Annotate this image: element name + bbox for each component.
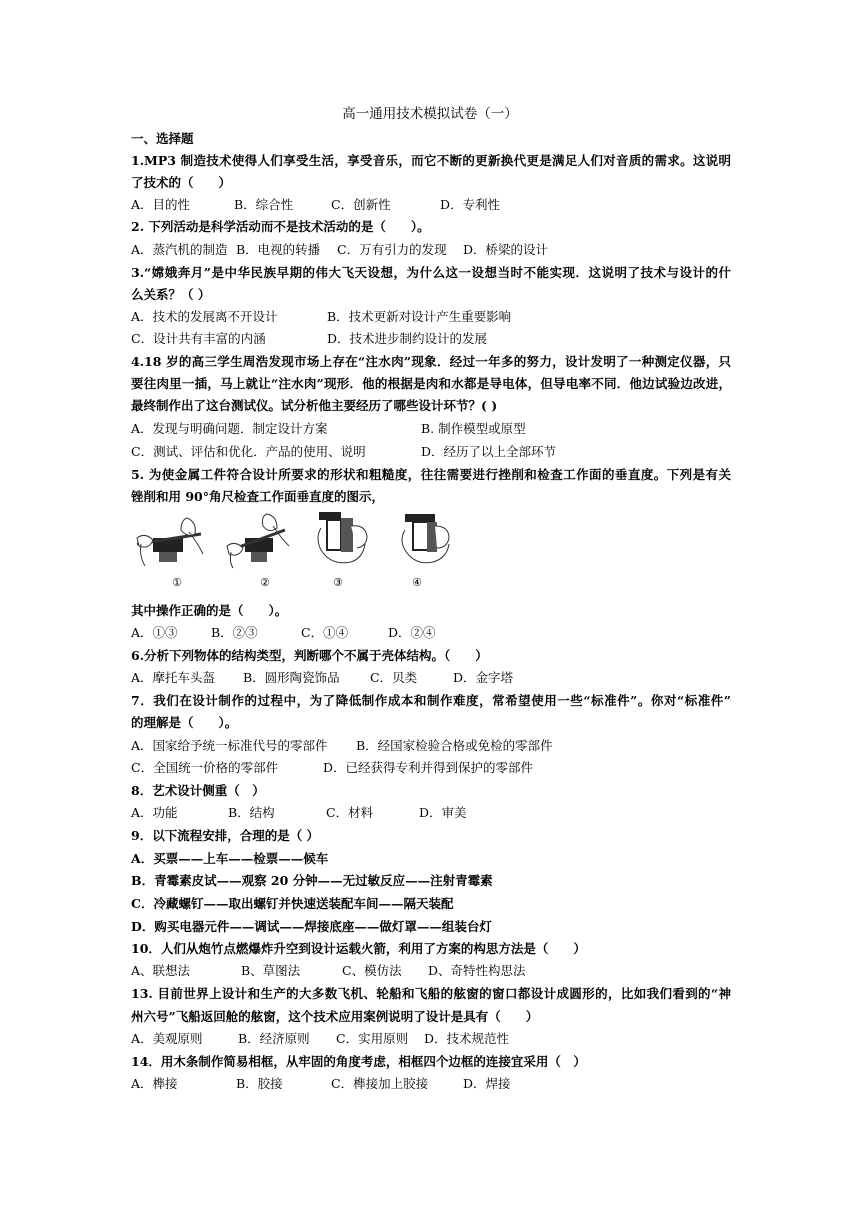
option-c[interactable]: C．榫接加上胶接	[331, 1076, 429, 1091]
option-d[interactable]: D．购买电器元件——调试——焊接底座——做灯罩——组装台灯	[131, 919, 492, 934]
section-heading: 一、选择题	[131, 131, 194, 146]
option-a[interactable]: A．摩托车头盔	[131, 670, 216, 685]
question-14-options	[131, 1073, 731, 1096]
option-c[interactable]: C、模仿法	[342, 963, 402, 978]
option-b[interactable]: B．经济原则	[238, 1031, 310, 1046]
option-c[interactable]: C．全国统一价格的零部件	[131, 760, 279, 775]
option-b[interactable]: B．结构	[228, 805, 275, 820]
option-c[interactable]: C．①④	[301, 625, 349, 640]
question-3-options-row1	[131, 306, 731, 329]
question-3-stem-cont: 么关系？（ ）	[131, 287, 211, 302]
option-a[interactable]: A．国家给予统一标准代号的零部件	[131, 738, 328, 753]
option-b[interactable]: B．综合性	[234, 197, 294, 212]
option-c[interactable]: C．实用原则	[336, 1031, 409, 1046]
option-a[interactable]: A．发现与明确问题．制定设计方案	[131, 421, 328, 436]
option-d[interactable]: D．金字塔	[453, 670, 514, 685]
filing-figure-4-image	[391, 508, 461, 570]
option-c[interactable]: C．设计共有丰富的内涵	[131, 331, 266, 346]
question-10-options	[131, 960, 731, 983]
option-d[interactable]: D．经历了以上全部环节	[421, 444, 557, 459]
option-b[interactable]: B．胶接	[236, 1076, 283, 1091]
option-d[interactable]: D．技术进步制约设计的发展	[327, 331, 488, 346]
figure-label-1: ①	[172, 576, 182, 589]
filing-figure-1-image	[135, 508, 205, 570]
option-d[interactable]: D、奇特性构思法	[428, 963, 526, 978]
option-a[interactable]: A．功能	[131, 805, 178, 820]
option-c[interactable]: C．冷藏螺钉——取出螺钉并快速送装配车间——隔天装配	[131, 896, 454, 911]
option-d[interactable]: D．桥梁的设计	[463, 242, 549, 257]
option-b[interactable]: B．青霉素皮试——观察 20 分钟——无过敏反应——注射青霉素	[131, 873, 493, 888]
question-6-stem: 6.分析下列物体的结构类型，判断哪个不属于壳体结构。（ ）	[131, 648, 488, 663]
question-10-stem: 10．人们从炮竹点燃爆炸升空到设计运载火箭，利用了方案的构思方法是（ ）	[131, 941, 586, 956]
option-b[interactable]: B. 制作模型或原型	[421, 421, 526, 436]
option-c[interactable]: C．贝类	[370, 670, 418, 685]
option-a[interactable]: A．①③	[131, 625, 178, 640]
option-a[interactable]: A．蒸汽机的制造	[131, 242, 228, 257]
option-a[interactable]: A、联想法	[131, 963, 191, 978]
option-c[interactable]: C．创新性	[331, 197, 391, 212]
question-13-options	[131, 1028, 731, 1051]
question-9-stem: 9．以下流程安排，合理的是（ ）	[131, 828, 320, 843]
option-b[interactable]: B．经国家检验合格或免检的零部件	[356, 738, 553, 753]
option-c[interactable]: C．测试、评估和优化．产品的使用、说明	[131, 444, 366, 459]
question-5-options	[131, 622, 731, 645]
figure-label-4: ④	[412, 576, 422, 589]
question-3-options-row2	[131, 328, 731, 351]
question-7-stem-cont: 的理解是（ ）。	[131, 715, 238, 730]
option-b[interactable]: B．技术更新对设计产生重要影响	[327, 309, 512, 324]
question-13-stem-cont: 州六号”飞船返回舱的舷窗，这个技术应用案例说明了设计是具有（ ）	[131, 1009, 539, 1024]
option-a[interactable]: A．美观原则	[131, 1031, 203, 1046]
option-b[interactable]: B、草图法	[241, 963, 301, 978]
question-2-options	[131, 239, 731, 262]
option-d[interactable]: D．焊接	[463, 1076, 511, 1091]
option-d[interactable]: D．已经获得专利并得到保护的零部件	[323, 760, 534, 775]
option-c[interactable]: C．万有引力的发现	[337, 242, 447, 257]
question-1-options	[131, 194, 731, 217]
option-b[interactable]: B．圆形陶瓷饰品	[243, 670, 340, 685]
question-4-stem: 4.18 岁的高三学生周浩发现市场上存在“注水肉”现象．经过一年多的努力，设计发明了一种测定仪器，只	[131, 354, 731, 369]
question-1-stem: 1.MP3 制造技术使得人们享受生活，享受音乐，而它不断的更新换代更是满足人们对音质的需求。这说明	[131, 153, 731, 168]
question-8-options	[131, 802, 731, 825]
option-d[interactable]: D．专利性	[440, 197, 501, 212]
question-6-options	[131, 667, 731, 690]
question-5-stem-cont: 锉削和用 90°角尺检查工作面垂直度的图示，	[131, 489, 384, 504]
option-a[interactable]: A．买票——上车——检票——候车	[131, 851, 329, 866]
page-title: 高一通用技术模拟试卷（一）	[342, 106, 518, 122]
question-7-options-row2	[131, 757, 731, 780]
option-a[interactable]: A．技术的发展离不开设计	[131, 309, 278, 324]
question-4-stem-cont2: 最终制作出了这台测试仪。试分析他主要经历了哪些设计环节？( )	[131, 398, 498, 413]
option-a[interactable]: A．目的性	[131, 197, 191, 212]
question-4-stem-cont: 要往肉里一插，马上就让“注水肉”现形．他的根据是肉和水都是导电体，但导电率不同．他边试验边改进，	[131, 376, 731, 391]
option-a[interactable]: A．榫接	[131, 1076, 178, 1091]
filing-figures	[131, 508, 461, 594]
option-d[interactable]: D．②④	[388, 625, 436, 640]
question-5-stem: 5. 为使金属工件符合设计所要求的形状和粗糙度，往往需要进行挫削和检查工作面的垂直度。下列是有关	[131, 467, 731, 482]
question-4-options-row2	[131, 441, 731, 464]
figure-label-3: ③	[333, 576, 343, 589]
question-5-ask: 其中操作正确的是（ ）。	[131, 603, 288, 618]
question-2-stem: 2. 下列活动是科学活动而不是技术活动的是（ ）。	[131, 219, 430, 234]
filing-figure-2-image	[223, 508, 293, 570]
question-7-stem: 7．我们在设计制作的过程中，为了降低制作成本和制作难度，常希望使用一些“标准件”。你对“标准件”	[131, 693, 731, 708]
question-4-options-row1	[131, 418, 731, 441]
option-c[interactable]: C．材料	[326, 805, 374, 820]
option-d[interactable]: D．技术规范性	[424, 1031, 510, 1046]
question-3-stem: 3.“嫦娥奔月”是中华民族早期的伟大飞天设想，为什么这一设想当时不能实现．这说明了技术与设计的什	[131, 265, 731, 280]
option-b[interactable]: B．②③	[211, 625, 258, 640]
option-b[interactable]: B．电视的转播	[236, 242, 321, 257]
question-13-stem: 13. 目前世界上设计和生产的大多数飞机、轮船和飞船的舷窗的窗口都设计成圆形的，比如我们看到的“神	[131, 986, 731, 1001]
figure-label-2: ②	[260, 576, 270, 589]
filing-figure-3-image	[311, 508, 381, 570]
question-1-stem-cont: 了技术的（ ）	[131, 175, 232, 190]
question-14-stem: 14．用木条制作简易相框，从牢固的角度考虑，相框四个边框的连接宜采用（ ）	[131, 1054, 586, 1069]
option-d[interactable]: D．审美	[419, 805, 467, 820]
question-7-options-row1	[131, 735, 731, 758]
question-8-stem: 8．艺术设计侧重（ ）	[131, 783, 265, 798]
